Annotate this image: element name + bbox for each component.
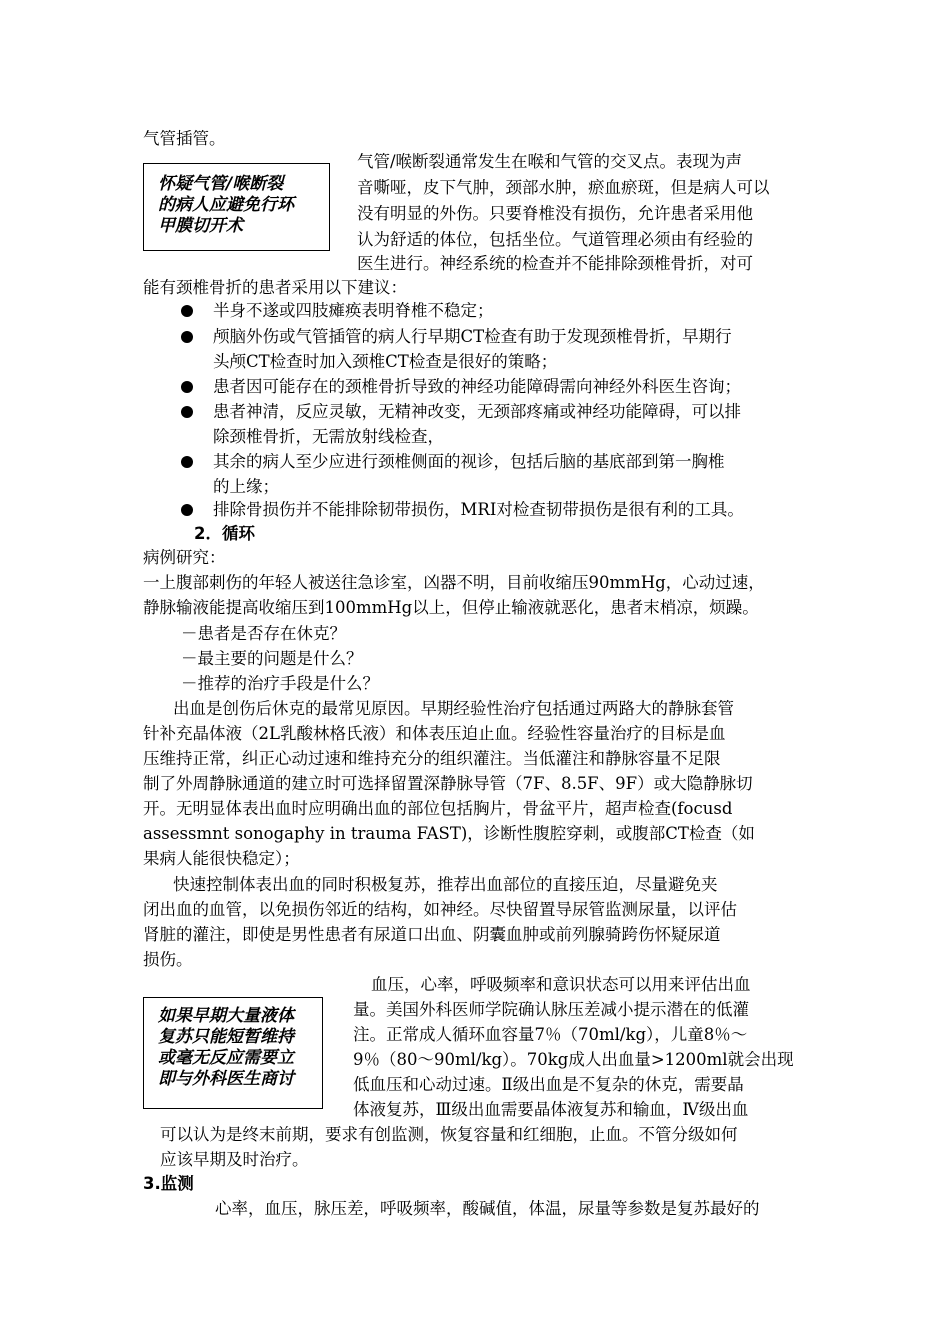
sidebox-line: 的病人应避免行环 [158,195,294,215]
case-line: 静脉输液能提高收缩压到100mmHg以上，但停止输液就恶化，患者末梢凉，烦躁。 [143,598,759,617]
bullet-text: 头颅CT检查时加入颈椎CT检查是很好的策略； [213,352,558,371]
para-line: 针补充晶体液（2L乳酸林格氏液）和体表压迫止血。经验性容量治疗的目标是血 [143,724,726,743]
intro-line: 气管插管。 [143,129,226,148]
para-line: 体液复苏，Ⅲ级出血需要晶体液复苏和输血，Ⅳ级出血 [353,1100,749,1119]
bullet-dot-icon [181,406,193,418]
para-line: 压维持正常，纠正心动过速和维持充分的组织灌注。当低灌注和静脉容量不足限 [143,749,721,768]
para-line: 可以认为是终末前期，要求有创监测，恢复容量和红细胞，止血。不管分级如何 [160,1125,738,1144]
sidebox-line: 即与外科医生商讨 [158,1069,294,1089]
bullet-text: 除颈椎骨折，无需放射线检查， [213,427,444,446]
para-line: 认为舒适的体位，包括坐位。气道管理必须由有经验的 [357,230,753,249]
bullet-dot-icon [181,504,193,516]
section-heading-circulation: 2．循环 [194,524,255,543]
para-line: 损伤。 [143,950,193,969]
para-line: 心率，血压，脉压差，呼吸频率，酸碱值，体温，尿量等参数是复苏最好的 [215,1199,760,1218]
case-question: －最主要的问题是什么？ [181,649,363,668]
sidebox-airway-warning [143,163,330,251]
para-line: 能有颈椎骨折的患者采用以下建议： [143,278,407,297]
para-line: assessmnt sonogaphy in trauma FAST)，诊断性腹腔穿刺，或腹部CT检查（如 [143,824,755,843]
para-line: 量。美国外科医师学院确认脉压差减小提示潜在的低灌 [353,1000,749,1019]
para-line: 注。正常成人循环血容量7％（70ml/kg），儿童8％～ [353,1025,748,1044]
bullet-text: 患者因可能存在的颈椎骨折导致的神经功能障碍需向神经外科医生咨询； [213,377,741,396]
para-line: 没有明显的外伤。只要脊椎没有损伤，允许患者采用他 [357,204,753,223]
case-question: －患者是否存在休克？ [181,624,346,643]
para-line: 闭出血的血管，以免损伤邻近的结构，如神经。尽快留置导尿管监测尿量，以评估 [143,900,737,919]
bullet-text: 排除骨损伤并不能排除韧带损伤，MRI对检查韧带损伤是很有利的工具。 [213,500,744,519]
para-line: 音嘶哑，皮下气肿，颈部水肿，瘀血瘀斑，但是病人可以 [357,178,770,197]
bullet-dot-icon [181,305,193,317]
case-question: －推荐的治疗手段是什么？ [181,674,379,693]
para-line: 快速控制体表出血的同时积极复苏，推荐出血部位的直接压迫，尽量避免夹 [173,875,718,894]
sidebox-line: 或毫无反应需要立 [158,1048,294,1068]
para-line: 开。无明显体表出血时应明确出血的部位包括胸片，骨盆平片，超声检查(focusd [143,799,733,818]
sidebox-line: 如果早期大量液体 [158,1006,294,1026]
bullet-dot-icon [181,331,193,343]
bullet-dot-icon [181,381,193,393]
para-line: 血压，心率，呼吸频率和意识状态可以用来评估出血 [371,975,751,994]
para-line: 医生进行。神经系统的检查并不能排除颈椎骨折，对可 [357,254,753,273]
bullet-text: 的上缘； [213,477,279,496]
bullet-dot-icon [181,456,193,468]
bullet-text: 颅脑外伤或气管插管的病人行早期CT检查有助于发现颈椎骨折，早期行 [213,327,732,346]
sidebox-line: 甲膜切开术 [158,216,243,236]
para-line: 肾脏的灌注，即使是男性患者有尿道口出血、阴囊血肿或前列腺骑跨伤怀疑尿道 [143,925,721,944]
para-line: 低血压和心动过速。Ⅱ级出血是不复杂的休克，需要晶 [353,1075,744,1094]
para-line: 果病人能很快稳定）； [143,849,300,868]
para-line: 出血是创伤后休克的最常见原因。早期经验性治疗包括通过两路大的静脉套管 [173,699,734,718]
bullet-text: 半身不遂或四肢瘫痪表明脊椎不稳定； [213,301,494,320]
bullet-text: 其余的病人至少应进行颈椎侧面的视诊，包括后脑的基底部到第一胸椎 [213,452,725,471]
case-label: 病例研究： [143,548,226,567]
para-line: 应该早期及时治疗。 [160,1150,309,1169]
case-line: 一上腹部刺伤的年轻人被送往急诊室，凶器不明，目前收缩压90mmHg，心动过速， [143,573,765,592]
para-line: 9％（80～90ml/kg）。70kg成人出血量>1200ml就会出现 [353,1050,794,1069]
para-line: 制了外周静脉通道的建立时可选择留置深静脉导管（7F、8.5F、9F）或大隐静脉切 [143,774,753,793]
section-heading-monitoring: 3.监测 [143,1174,194,1193]
bullet-text: 患者神清，反应灵敏，无精神改变，无颈部疼痛或神经功能障碍，可以排 [213,402,741,421]
para-line: 气管/喉断裂通常发生在喉和气管的交叉点。表现为声 [357,152,743,171]
sidebox-line: 复苏只能短暂维持 [158,1027,294,1047]
sidebox-fluid-warning [143,997,323,1109]
sidebox-line: 怀疑气管/喉断裂 [158,174,284,194]
